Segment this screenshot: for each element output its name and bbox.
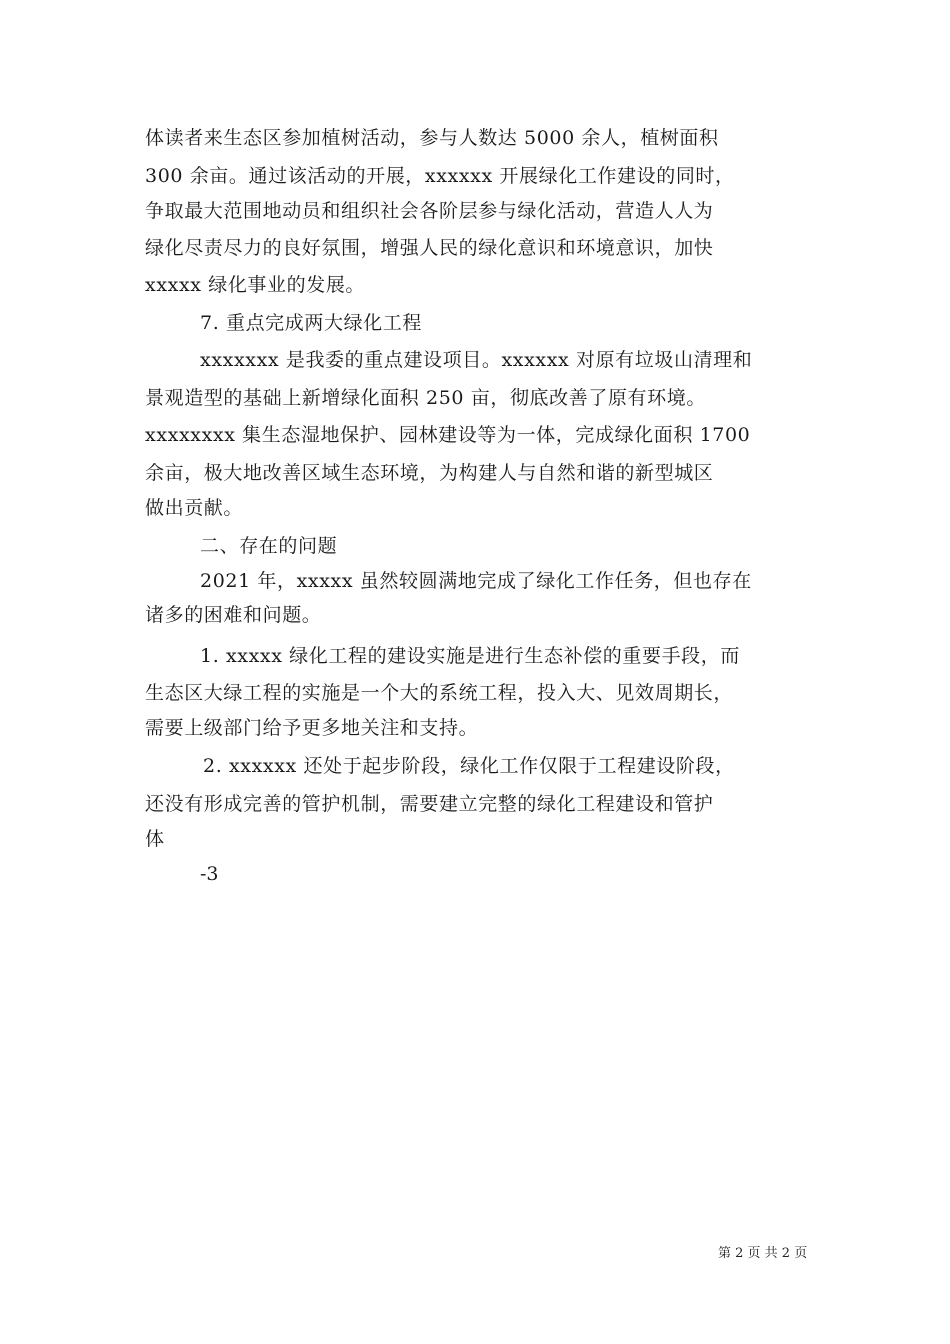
paragraph-line: xxxxxxx 是我委的重点建设项目。xxxxxx 对原有垃圾山清理和 bbox=[200, 349, 753, 371]
paragraph-line: 需要上级部门给予更多地关注和支持。 bbox=[145, 717, 479, 739]
paragraph-line: 余亩，极大地改善区域生态环境，为构建人与自然和谐的新型城区 bbox=[145, 462, 714, 484]
paragraph-line: xxxxxxxx 集生态湿地保护、园林建设等为一体，完成绿化面积 1700 bbox=[145, 424, 751, 446]
paragraph-line: xxxxx 绿化事业的发展。 bbox=[145, 274, 366, 296]
paragraph-line: 做出贡献。 bbox=[145, 497, 244, 519]
paragraph-line: 诸多的困难和问题。 bbox=[145, 604, 322, 626]
paragraph-line: 1. xxxxx 绿化工程的建设实施是进行生态补偿的重要手段，而 bbox=[200, 645, 740, 667]
paragraph-line: 生态区大绿工程的实施是一个大的系统工程，投入大、见效周期长， bbox=[145, 682, 734, 704]
paragraph-line: 绿化尽责尽力的良好氛围，增强人民的绿化意识和环境意识，加快 bbox=[145, 237, 714, 259]
paragraph-line: 景观造型的基础上新增绿化面积 250 亩，彻底改善了原有环境。 bbox=[145, 387, 706, 409]
subheading: 7. 重点完成两大绿化工程 bbox=[200, 312, 422, 334]
page-footer: 第 2 页 共 2 页 bbox=[718, 1246, 808, 1261]
section-title: 二、存在的问题 bbox=[200, 535, 338, 557]
paragraph-line: 2. xxxxxx 还处于起步阶段，绿化工作仅限于工程建设阶段， bbox=[203, 755, 735, 777]
paragraph-line: 300 余亩。通过该活动的开展，xxxxxx 开展绿化工作建设的同时， bbox=[145, 165, 735, 187]
paragraph-line: 2021 年，xxxxx 虽然较圆满地完成了绿化工作任务，但也存在 bbox=[200, 570, 752, 592]
paragraph-line: 争取最大范围地动员和组织社会各阶层参与绿化活动，营造人人为 bbox=[145, 200, 714, 222]
paragraph-line: 还没有形成完善的管护机制，需要建立完整的绿化工程建设和管护 bbox=[145, 793, 714, 815]
paragraph-line: 体 bbox=[145, 828, 165, 850]
paragraph-line: 体读者来生态区参加植树活动，参与人数达 5000 余人，植树面积 bbox=[145, 127, 719, 149]
page-marker: -3 bbox=[200, 863, 219, 885]
